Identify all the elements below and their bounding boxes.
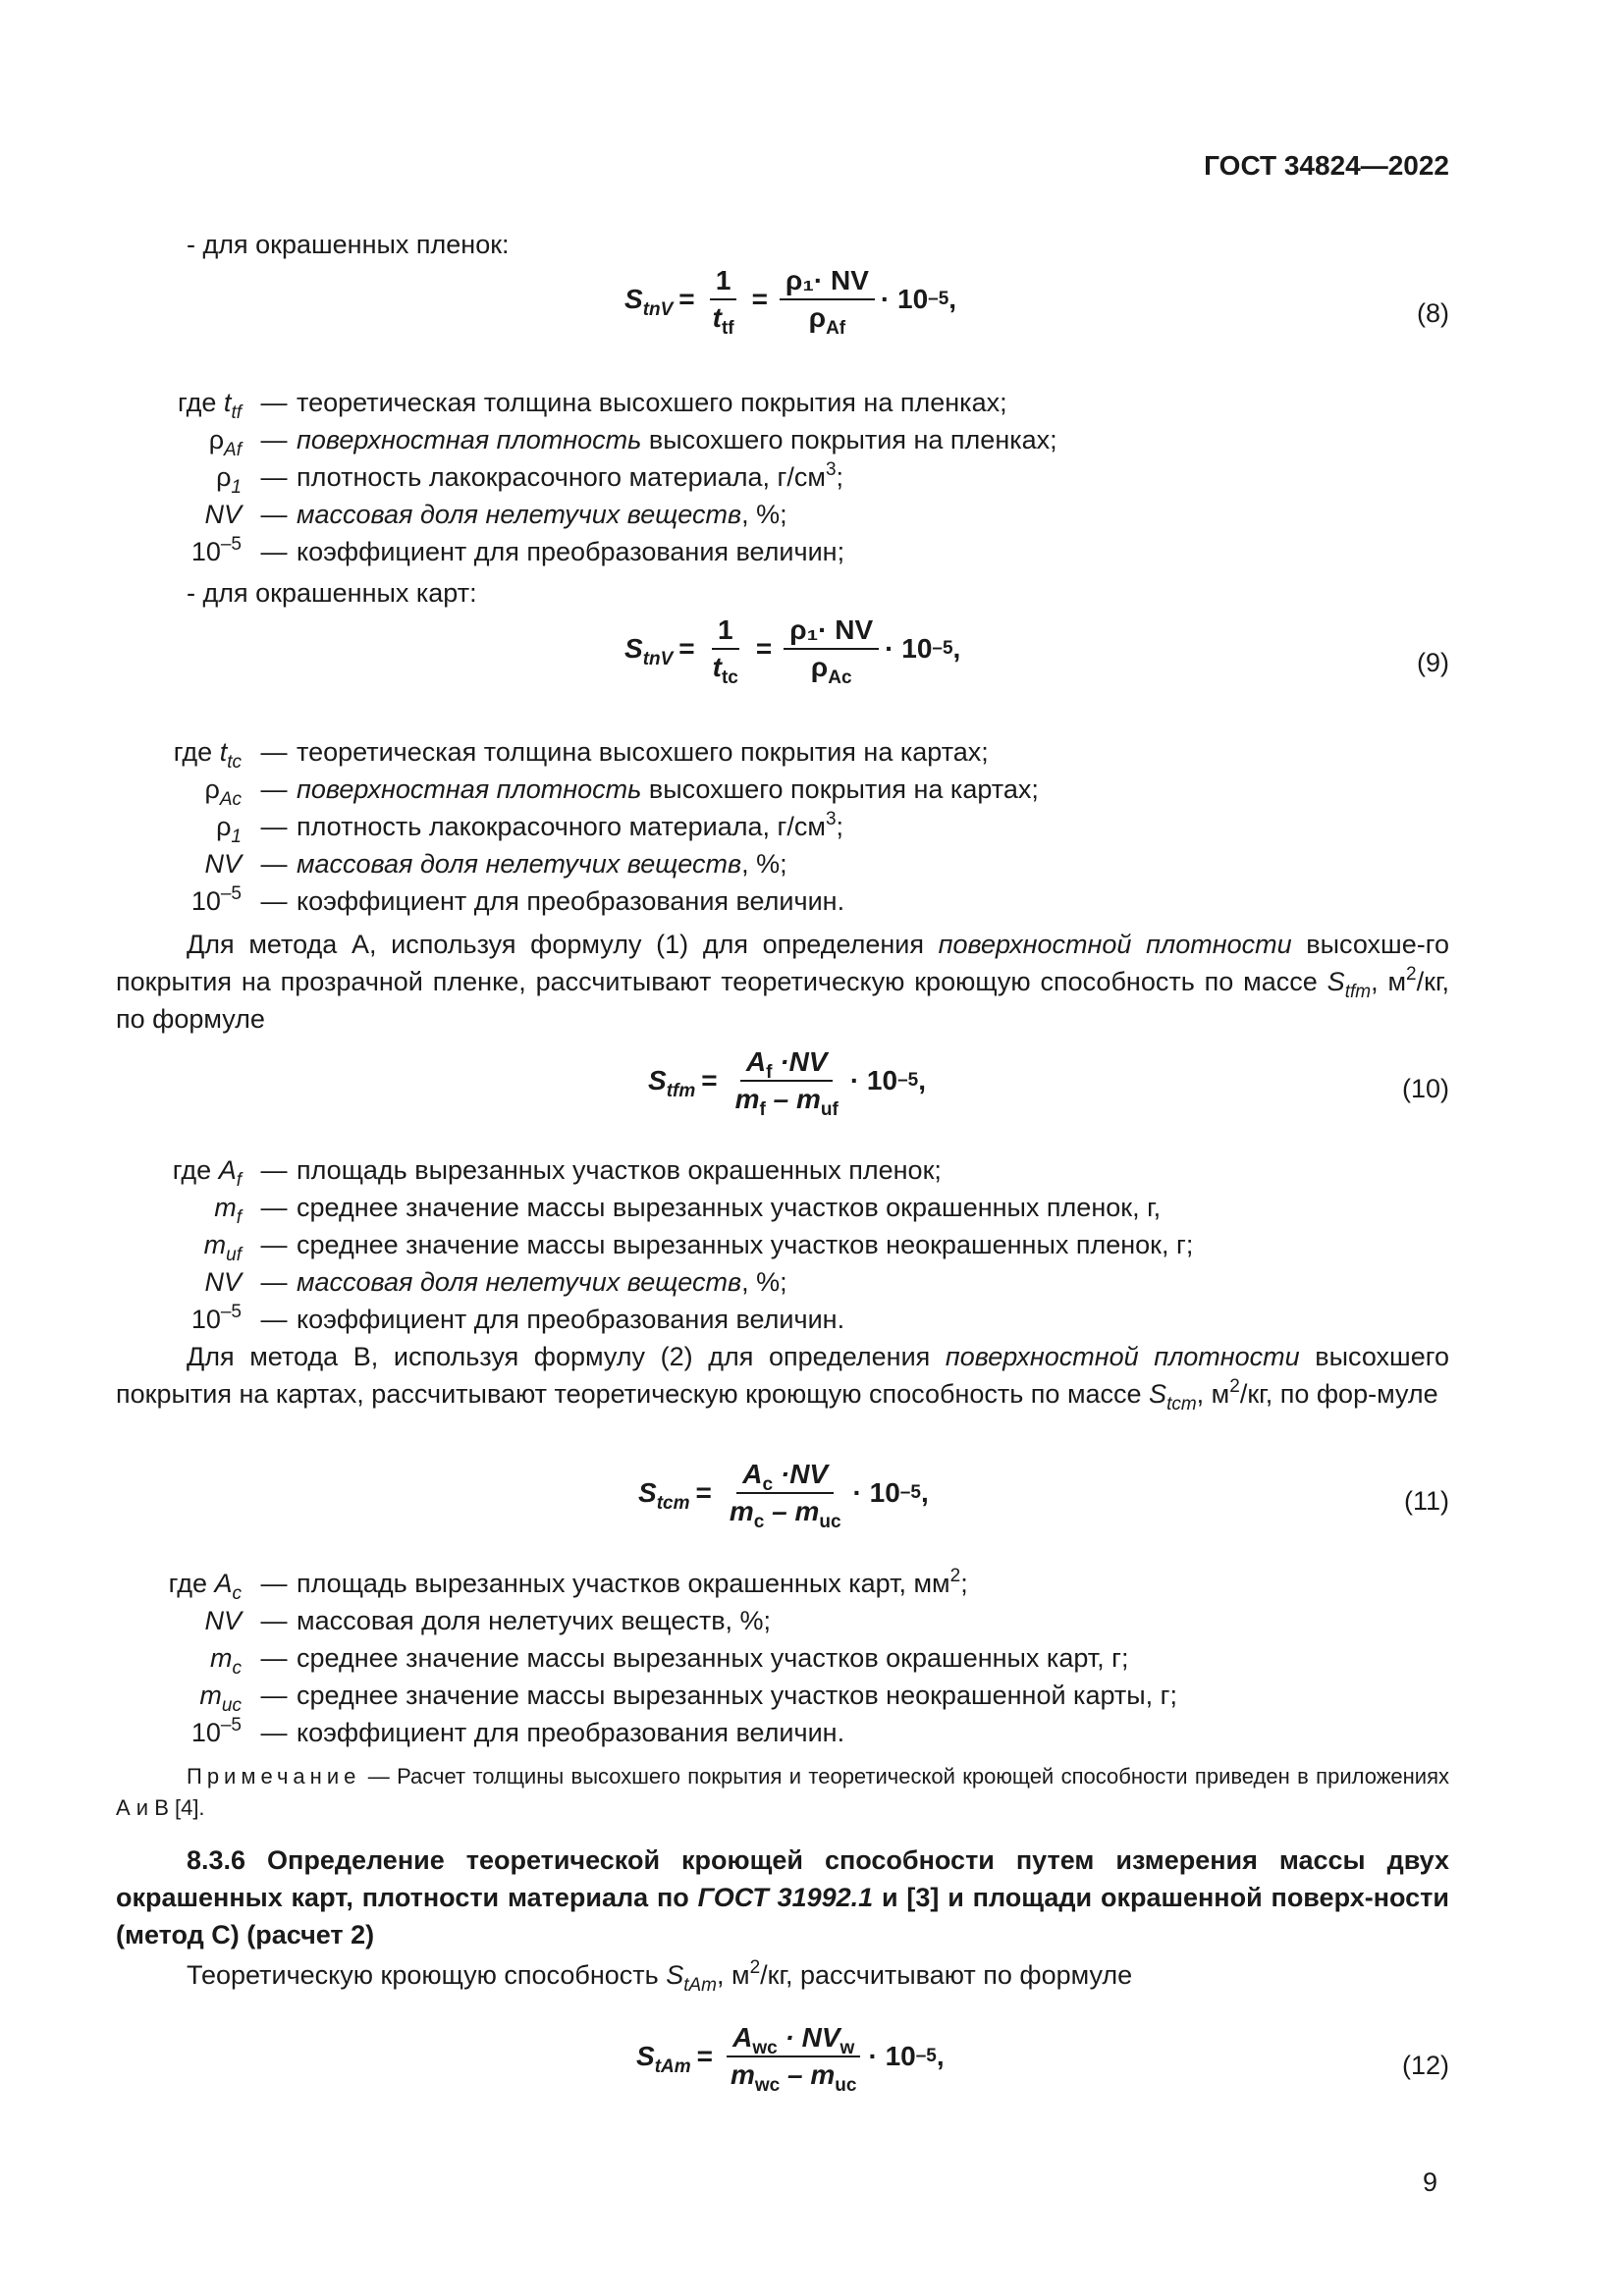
definition-row: $\rho_1$ — плотность лакокрасочного материала, $г/см^3$;: [216, 809, 844, 847]
equation-12-number: (12): [1401, 2051, 1449, 2080]
paragraph-method-a: Для метода А, используя формулу (1) для определения поверхностной плотности высохше-го покрытия на прозрачной пленке, рассчитывают теоретическую кроющую способность по массе $S_{tfm}$, $м^2/кг$, по формуле: [116, 930, 1449, 1034]
definition-row: где $t_{tf}$ — теоретическая толщина высохшего покрытия на пленках;: [178, 388, 1007, 423]
definition-row: NV — массовая доля нелетучих веществ, %;: [204, 1267, 787, 1297]
page-number: 9: [1422, 2167, 1437, 2197]
intro-films: - для окрашенных пленок:: [187, 230, 510, 259]
definition-row: $10^{-5}$ — коэффициент для преобразования величин.: [190, 1302, 845, 1334]
definition-row: где $A_c$ — площадь вырезанных участков окрашенных карт, $мм^2$;: [168, 1566, 968, 1604]
definition-row: $m_f$ — среднее значение массы вырезанных участков окрашенных пленок, г,: [214, 1193, 1162, 1228]
definition-row: NV — массовая доля нелетучих веществ, %;: [204, 500, 787, 529]
definitions-eq8: [116, 384, 1057, 570]
equation-12: $S_{tAm}$ = $\frac{A_{wc} \cdot NV_w}{m_{wc} - m_{uc}}$ · 10 –5 ,: [636, 2022, 945, 2096]
intro-cards: - для окрашенных карт:: [187, 578, 477, 608]
definition-row: NV — массовая доля нелетучих веществ, %;: [204, 1606, 772, 1635]
definition-row: $m_{uc}$ — среднее значение массы вырезанных участков неокрашенной карты, г;: [199, 1681, 1178, 1716]
definition-row: где $A_f$ — площадь вырезанных участков окрашенных пленок;: [172, 1155, 942, 1191]
equation-8-number: (8): [1417, 298, 1449, 328]
definition-row: $10^{-5}$ — коэффициент для преобразования величин;: [190, 534, 845, 566]
definitions-eq11: [116, 1565, 1177, 1751]
definition-row: NV — массовая доля нелетучих веществ, %;: [204, 849, 787, 879]
definition-row: где $t_{tc}$ — теоретическая толщина высохшего покрытия на картах;: [173, 737, 989, 773]
section-heading-8-3-6: 8.3.6 Определение теоретической кроющей способности путем измерения массы двух окрашенных карт, плотности материала по ГОСТ 31992.1 и [3] и площади окрашенной поверх-ности (метод С) (расчет 2): [116, 1845, 1449, 1949]
equation-10-number: (10): [1401, 1074, 1449, 1103]
paragraph-method-b: Для метода В, используя формулу (2) для определения поверхностной плотности высохшего покрытия на картах, рассчитывают теоретическую кроющую способность по массе $S_{tcm}$, $м^2/кг$, по фор-муле: [116, 1342, 1449, 1415]
definition-row: $10^{-5}$ — коэффициент для преобразования величин.: [190, 1715, 845, 1747]
definition-row: $\rho_{Af}$ — поверхностная плотность высохшего покрытия на пленках;: [208, 425, 1057, 460]
definition-row: $\rho_1$ — плотность лакокрасочного материала, $г/см^3$;: [216, 459, 844, 498]
definition-row: $m_{uf}$ — среднее значение массы вырезанных участков неокрашенных пленок, г;: [203, 1230, 1194, 1265]
definition-row: $m_c$ — среднее значение массы вырезанных участков окрашенных карт, г;: [210, 1643, 1129, 1679]
note-label: Примечание: [187, 1764, 361, 1789]
definition-row: $\rho_{Ac}$ — поверхностная плотность высохшего покрытия на картах;: [204, 774, 1039, 810]
equation-9-number: (9): [1417, 648, 1449, 677]
equation-11-number: (11): [1403, 1486, 1449, 1516]
equation-10: $S_{tfm}$ = $\frac{A_f \cdot NV}{m_f - m_{uf}}$ · 10 –5 ,: [648, 1046, 926, 1120]
note: Примечание — Расчет толщины высохшего покрытия и теоретической кроющей способности приведен в приложениях А и В [4].: [116, 1764, 1449, 1820]
definition-row: $10^{-5}$ — коэффициент для преобразования величин.: [190, 883, 845, 916]
equation-8: $S_{tnV}$ = $\frac{1}{t_{tf}}$ = $\frac{\text{ρ₁· NV}}{\rho_{Af}}$ · 10 –5 ,: [624, 265, 957, 339]
definitions-eq10: [116, 1151, 1193, 1338]
equation-9: $S_{tnV}$ = $\frac{1}{t_{tc}}$ = $\frac{\text{ρ₁· NV}}{\rho_{Ac}}$ · 10 –5 ,: [624, 614, 961, 688]
definitions-eq9: [116, 733, 1039, 920]
paragraph-method-c: Теоретическую кроющую способность $S_{tAm}$, $м^2/кг$, рассчитывают по формуле: [187, 1957, 1133, 1996]
document-code: ГОСТ 34824—2022: [1204, 150, 1449, 181]
equation-11: $S_{tcm}$ = $\frac{A_c \cdot NV}{m_c - m_{uc}}$ · 10 –5 ,: [638, 1459, 929, 1532]
